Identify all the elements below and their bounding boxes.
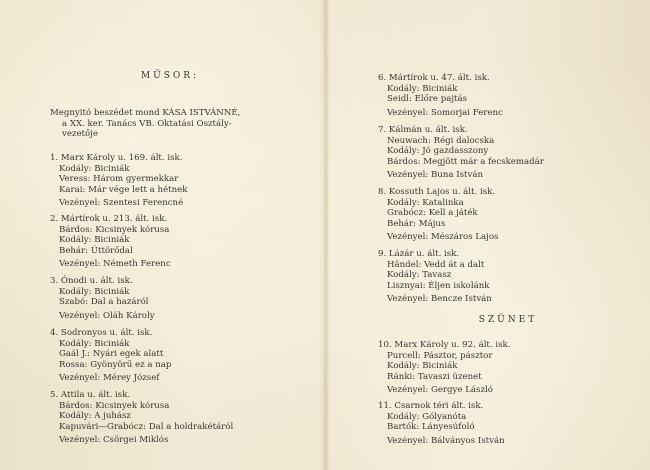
conductor-line: Vezényel: Bencze István — [387, 294, 492, 305]
piece-line: Lisznyai: Éljen iskolánk — [387, 280, 490, 291]
intro-line: a XX. ker. Tanács VB. Oktatási Osztály- — [62, 118, 232, 129]
piece-line: Kodály: Biciniák — [59, 338, 130, 349]
piece-line: Kodály: Biciniák — [59, 163, 130, 174]
piece-line: Gaál J.: Nyári egek alatt — [59, 349, 164, 360]
piece-line: Karai: Már vége lett a hétnek — [59, 184, 188, 195]
piece-line: Bartók: Lányesúfoló — [387, 422, 475, 433]
program-title: MŰSOR: — [140, 71, 200, 81]
conductor-line: Vezényel: Mészáros Lajos — [387, 232, 499, 243]
opening-speech — [50, 108, 320, 140]
piece-line: Behár: Május — [387, 218, 446, 229]
program-item-10 — [378, 340, 648, 396]
conductor-line: Vezényel: Gergye László — [387, 385, 493, 396]
school-title: 1. Marx Károly u. 169. ált. isk. — [50, 153, 183, 163]
school-title: 5. Attila u. ált. isk. — [50, 390, 131, 400]
piece-line: Grabócz: Kell a játék — [387, 208, 478, 219]
program-item-8 — [378, 187, 648, 243]
piece-line: Kodály: Gólyanóta — [387, 411, 467, 422]
piece-line: Behár: Úttörődal — [59, 245, 133, 256]
piece-line: Neuwach: Régi dalocska — [387, 135, 495, 146]
piece-line: Rossa: Gyönyörű ez a nap — [59, 359, 172, 370]
program-item-4 — [50, 328, 320, 384]
conductor-line: Vezényel: Szentesi Ferencné — [59, 198, 184, 209]
conductor-line: Vezényel: Somorjai Ferenc — [387, 107, 503, 118]
program-item-5 — [50, 390, 320, 446]
conductor-line: Vezényel: Buna István — [387, 170, 483, 181]
piece-line: Bárdos: Megjött már a fecskemadár — [387, 156, 544, 167]
program-item-3 — [50, 276, 320, 321]
piece-line: Bárdos: Kicsinyek kórusa — [59, 224, 170, 235]
intermission-label: SZÜNET — [478, 315, 538, 325]
conductor-line: Vezényel: Oláh Károly — [59, 310, 155, 321]
conductor-line: Vezényel: Németh Ferenc — [59, 259, 171, 270]
piece-line: Kodály: Katalinka — [387, 197, 464, 208]
intro-line: Megnyitó beszédet mond KÁSA ISTVÁNNÉ, — [50, 108, 241, 118]
conductor-line: Vezényel: Bálványos István — [387, 435, 505, 446]
piece-line: Händel: Vedd át a dalt — [387, 259, 485, 270]
school-title: 9. Lázár u. ált. isk. — [378, 249, 460, 259]
piece-line: Kodály: Biciniák — [59, 286, 130, 297]
piece-line: Ránki: Tavaszi üzenet — [387, 371, 482, 382]
school-title: 10. Marx Károly u. 92. ált. isk. — [378, 340, 511, 350]
piece-line: Bárdos: Kicsinyek kórusa — [59, 400, 170, 411]
program-item-2 — [50, 214, 320, 270]
intro-line: vezetője — [62, 129, 98, 140]
program-item-7 — [378, 125, 648, 181]
conductor-line: Vezényel: Mérey József — [59, 373, 160, 384]
school-title: 2. Mártírok u. 213. ált. isk. — [50, 214, 168, 224]
piece-line: Kodály: Biciniák — [59, 235, 130, 246]
piece-line: Kodály: Biciniák — [387, 361, 458, 372]
program-item-9 — [378, 249, 648, 305]
school-title: 8. Kossuth Lajos u. ált. isk. — [378, 187, 496, 197]
school-title: 3. Ónodi u. ált. isk. — [50, 276, 133, 286]
program-item-6 — [378, 73, 648, 118]
piece-line: Seidl: Előre pajtás — [387, 94, 467, 105]
piece-line: Kapuvári—Grabócz: Dal a holdrakétáról — [59, 421, 234, 432]
program-item-1 — [50, 153, 320, 209]
school-title: 7. Kálmán u. ált. isk. — [378, 125, 468, 135]
piece-line: Szabó: Dal a hazáról — [59, 297, 149, 308]
program-item-11 — [378, 401, 648, 446]
piece-line: Kodály: A juhász — [59, 411, 131, 422]
piece-line: Kodály: Tavasz — [387, 270, 452, 281]
piece-line: Kodály: Biciniák — [387, 83, 458, 94]
center-fold — [323, 0, 329, 470]
school-title: 4. Sodronyos u. ált. isk. — [50, 328, 153, 338]
conductor-line: Vezényel: Csörgei Miklós — [59, 435, 169, 446]
piece-line: Veress: Három gyermekkar — [59, 174, 179, 185]
piece-line: Kodály: Jó gazdasszony — [387, 146, 489, 157]
piece-line: Purcell: Pásztor, pásztor — [387, 350, 493, 361]
school-title: 6. Mártírok u. 47. ált. isk. — [378, 73, 490, 83]
school-title: 11. Csarnok téri ált. isk. — [378, 401, 484, 411]
